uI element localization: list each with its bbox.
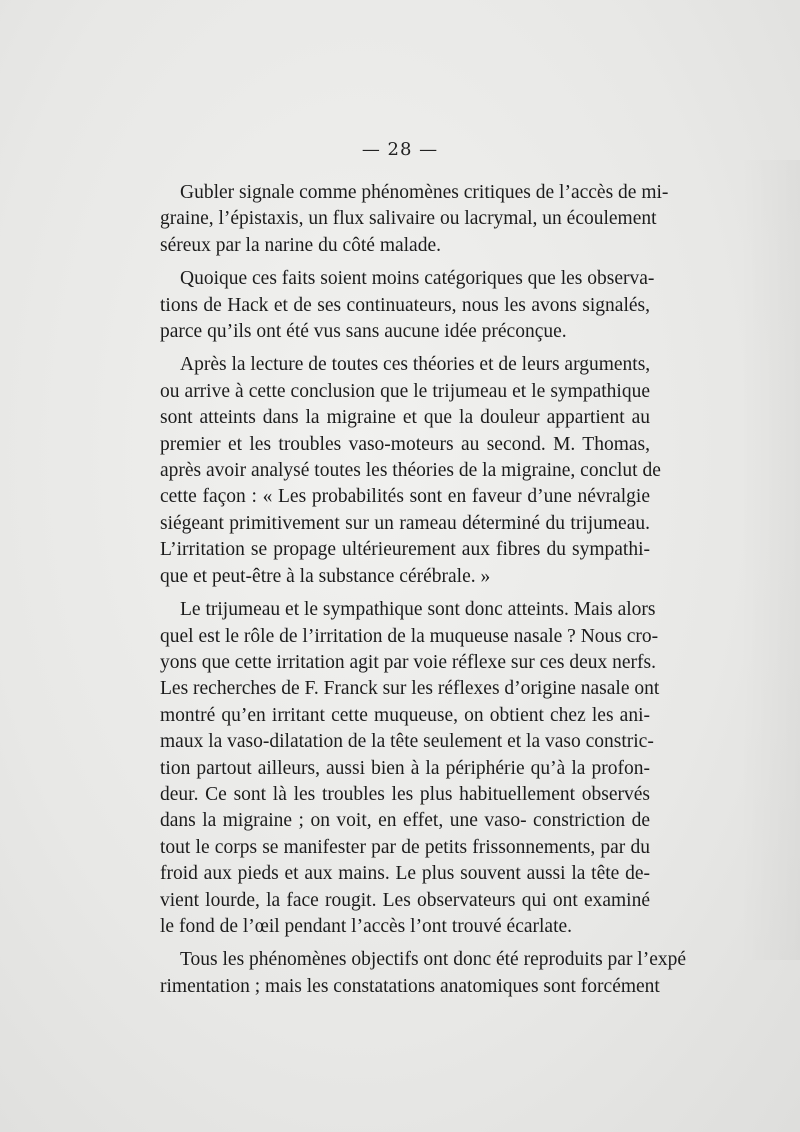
paragraph-3 — [140, 352, 661, 590]
text-line: que et peut-être à la substance cérébrale. » — [160, 565, 491, 587]
paragraph-4 — [140, 597, 660, 940]
text-line: yons que cette irritation agit par voie réflexe sur ces deux nerfs. — [160, 651, 656, 673]
text-line: froid aux pieds et aux mains. Le plus souvent aussi la tête de- — [160, 863, 650, 885]
text-line: après avoir analysé toutes les théories de la migraine, conclut de — [160, 460, 661, 482]
text-line: Tous les phénomènes objectifs ont donc été reproduits par l’expé — [180, 949, 687, 971]
text-line: tions de Hack et de ses continuateurs, nous les avons signalés, — [160, 294, 650, 316]
text-line: siégeant primitivement sur un rameau déterminé du trijumeau. — [160, 512, 650, 534]
text-line: tion partout ailleurs, aussi bien à la périphérie qu’à la profon- — [160, 757, 650, 779]
paragraph-1 — [140, 180, 669, 259]
text-line: tout le corps se manifester par de petits frissonnements, par du — [160, 836, 650, 858]
text-line: quel est le rôle de l’irritation de la muqueuse nasale ? Nous cro- — [160, 625, 659, 647]
text-line: parce qu’ils ont été vus sans aucune idée préconçue. — [160, 321, 567, 343]
text-line: vient lourde, la face rougit. Les observateurs qui ont examiné — [160, 889, 650, 911]
text-line: rimentation ; mais les constatations anatomiques sont forcément — [160, 975, 660, 997]
text-line: séreux par la narine du côté malade. — [160, 234, 441, 256]
text-line: L’irritation se propage ultérieurement aux fibres du sympathi- — [160, 539, 650, 561]
text-line: Après la lecture de toutes ces théories et de leurs arguments, — [180, 354, 651, 376]
text-line: ou arrive à cette conclusion que le trijumeau et le sympathique — [160, 380, 650, 402]
text-line: Gubler signale comme phénomènes critiques de l’accès de mi- — [180, 182, 669, 203]
text-line: maux la vaso-dilatation de la tête seulement et la vaso constric- — [160, 731, 654, 753]
paragraph-2 — [140, 266, 655, 345]
text-line: le fond de l’œil pendant l’accès l’ont trouvé écarlate. — [160, 915, 573, 937]
paragraph-5 — [140, 947, 687, 1000]
text-line: Les recherches de F. Franck sur les réflexes d’origine nasale ont — [160, 678, 660, 700]
text-line: deur. Ce sont là les troubles les plus habituellement observés — [160, 783, 650, 805]
page-shadow — [740, 160, 800, 960]
text-line: cette façon : « Les probabilités sont en faveur d’une névralgie — [160, 486, 650, 508]
page-number: — 28 — — [361, 139, 439, 160]
text-line: Quoique ces faits soient moins catégoriques que les observa- — [180, 268, 655, 290]
text-line: montré qu’en irritant cette muqueuse, on obtient chez les ani- — [160, 704, 650, 726]
text-line: sont atteints dans la migraine et que la douleur appartient au — [160, 407, 650, 429]
text-line: Le trijumeau et le sympathique sont donc atteints. Mais alors — [180, 599, 656, 621]
text-line: dans la migraine ; on voit, en effet, une vaso- constriction de — [160, 810, 650, 832]
body-text — [140, 180, 687, 1007]
text-line: graine, l’épistaxis, un flux salivaire ou lacrymal, un écoulement — [160, 208, 657, 230]
text-line: premier et les troubles vaso-moteurs au second. M. Thomas, — [160, 433, 650, 455]
